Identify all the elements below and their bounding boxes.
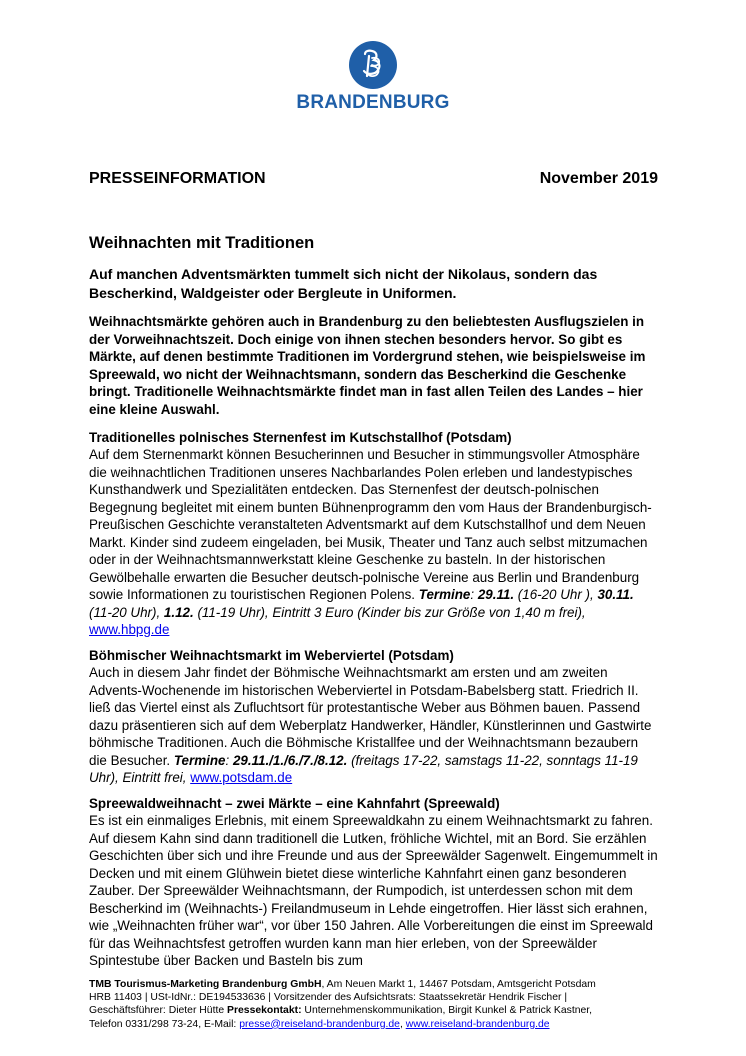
document-type-label: PRESSEINFORMATION: [89, 170, 266, 187]
footer-line-1: TMB Tourismus-Marketing Brandenburg GmbH, Am Neuen Markt 1, 14467 Potsdam, Amtsgericht Potsdam: [89, 979, 596, 990]
event-dates: Termine: 29.11. (16-20 Uhr ), 30.11. (11-20 Uhr), 1.12. (11-19 Uhr), Eintritt 3 Euro (Kinder bis zur Größe von 1,40 m frei),: [89, 587, 634, 620]
section-spreewaldweihnacht: [89, 795, 659, 970]
article-body: [89, 233, 659, 978]
article-lead: Auf manchen Adventsmärkten tummelt sich nicht der Nikolaus, sondern das Bescherkind, Waldgeister oder Bergleute in Uniformen.: [89, 266, 598, 301]
footer-line-4: Telefon 0331/298 73-24, E-Mail: presse@reiseland-brandenburg.de, www.reiseland-brandenburg.de: [89, 1018, 550, 1030]
potsdam-link[interactable]: www.potsdam.de: [190, 770, 293, 786]
section-heading: Traditionelles polnisches Sternenfest im Kutschstallhof (Potsdam): [89, 429, 512, 445]
section-text: Auch in diesem Jahr findet der Böhmische Weihnachtsmarkt am ersten und am zweiten Advents-Wochenende im historischen Weberviertel in Potsdam-Babelsberg statt. Friedrich II. ließ das Viertel einst als Zufluchtsort für protestantische Weber aus Böhmen bauen. Passend dazu präsentieren sich auf dem Weberplatz Handwerker, Händler, Künstlerinnen und Gastwirte böhmische Traditionen. Auch die Böhmische Kristallfee und der Weihnachtsmann bezaubern die Besucher. Termine: 29.11./1./6./7./8.12. (freitags 17-22, samstags 11-22, sonntags 11-19 Uhr), Eintritt frei, www.potsdam.de: [89, 665, 652, 786]
company-footer: [89, 978, 661, 1031]
hbpg-link[interactable]: www.hbpg.de: [89, 622, 170, 638]
brandenburg-emblem-icon: [348, 40, 398, 90]
article-title: Weihnachten mit Traditionen: [89, 234, 315, 252]
section-boehmischer-markt: [89, 647, 659, 787]
brandenburg-logo: [288, 40, 458, 114]
event-dates: Termine: 29.11./1./6./7./8.12. (freitags 17-22, samstags 11-22, sonntags 11-19 Uhr), Eintritt frei,: [89, 752, 638, 786]
press-email-link[interactable]: presse@reiseland-brandenburg.de: [239, 1018, 400, 1030]
section-sternenfest: [89, 429, 659, 639]
footer-line-3: Geschäftsführer: Dieter Hütte Pressekontakt: Unternehmenskommunikation, Birgit Kunkel & Patrick Kastner,: [89, 1005, 593, 1017]
footer-line-2: HRB 11403 | USt-IdNr.: DE194533636 | Vorsitzender des Aufsichtsrats: Staatssekretär Hendrik Fischer |: [89, 992, 568, 1004]
document-date: November 2019: [539, 170, 658, 187]
document-header: [89, 170, 658, 188]
section-text: Auf dem Sternenmarkt können Besucherinnen und Besucher in stimmungsvoller Atmosphäre die weihnachtlichen Traditionen unseres Nachbarlandes Polen erleben und landestypisches Kunsthandwerk und Spezialitäten entdecken. Das Sternenfest der deutsch-polnischen Begegnung begleitet mit einem bunten Bühnenprogramm den vom Haus der Brandenburgisch-Preußischen Geschichte veranstalteten Adventsmarkt auf dem Kutschstallhof und dem Neuen Markt. Kinder sind zudeem eingeladen, bei Musik, Theater und Tanz auch selbst mitzumachen oder in der Weihnachtsmannwerkstatt kleine Geschenke zu basteln. In der historischen Gewölbehalle erwarten die Besucher deutsch-polnische Vereine aus Berlin und Brandenburg sowie Informationen zu touristischen Regionen Polens. Termine: 29.11. (16-20 Uhr ), 30.11. (11-20 Uhr), 1.12. (11-19 Uhr), Eintritt 3 Euro (Kinder bis zur Größe von 1,40 m frei), www.hbpg.de: [89, 447, 652, 638]
article-intro: Weihnachtsmärkte gehören auch in Brandenburg zu den beliebtesten Ausflugszielen in der Vorweihnachtszeit. Doch einige von ihnen stechen besonders hervor. So gibt es Märkte, auf denen bestimmte Traditionen im Vordergrund stehen, wie beispielsweise im Spreewald, wo nicht der Weihnachtsmann, sondern das Bescherkind die Geschenke bringt. Traditionelle Weihnachtsmärkte findet man in fast allen Teilen des Landes – hier eine kleine Auswahl.: [89, 314, 646, 417]
website-link[interactable]: www.reiseland-brandenburg.de: [405, 1018, 550, 1030]
section-heading: Spreewaldweihnacht – zwei Märkte – eine Kahnfahrt (Spreewald): [89, 795, 500, 811]
section-heading: Böhmischer Weihnachtsmarkt im Weberviertel (Potsdam): [89, 647, 454, 663]
section-text: Es ist ein einmaliges Erlebnis, mit einem Spreewaldkahn zu einem Weihnachtsmarkt zu fahren. Auf diesem Kahn sind dann traditionell die Lutken, fröhliche Wichtel, mit an Bord. Sie erzählen Geschichten über sich und ihre Freunde und aus der Spreewälder Sagenwelt. Eingemummelt in Decken und mit einem Glühwein bietet diese winterliche Kahnfahrt einen ganz besonderen Zauber. Der Spreewälder Weihnachtsmann, der Rumpodich, ist unterdessen schon mit dem Bescherkind im (Weihnachts-) Freilandmuseum in Lehde eingetroffen. Hier lässt sich erahnen, wie „Weihnachten früher war“, vor über 150 Jahren. Alle Vorbereitungen die einst im Spreewald für das Weihnachtsfest getroffen wurden kann man hier erleben, von der Spreewälder Spintestube über Backen und Basteln bis zum: [89, 813, 658, 969]
logo-wordmark: BRANDENBURG: [296, 92, 450, 113]
